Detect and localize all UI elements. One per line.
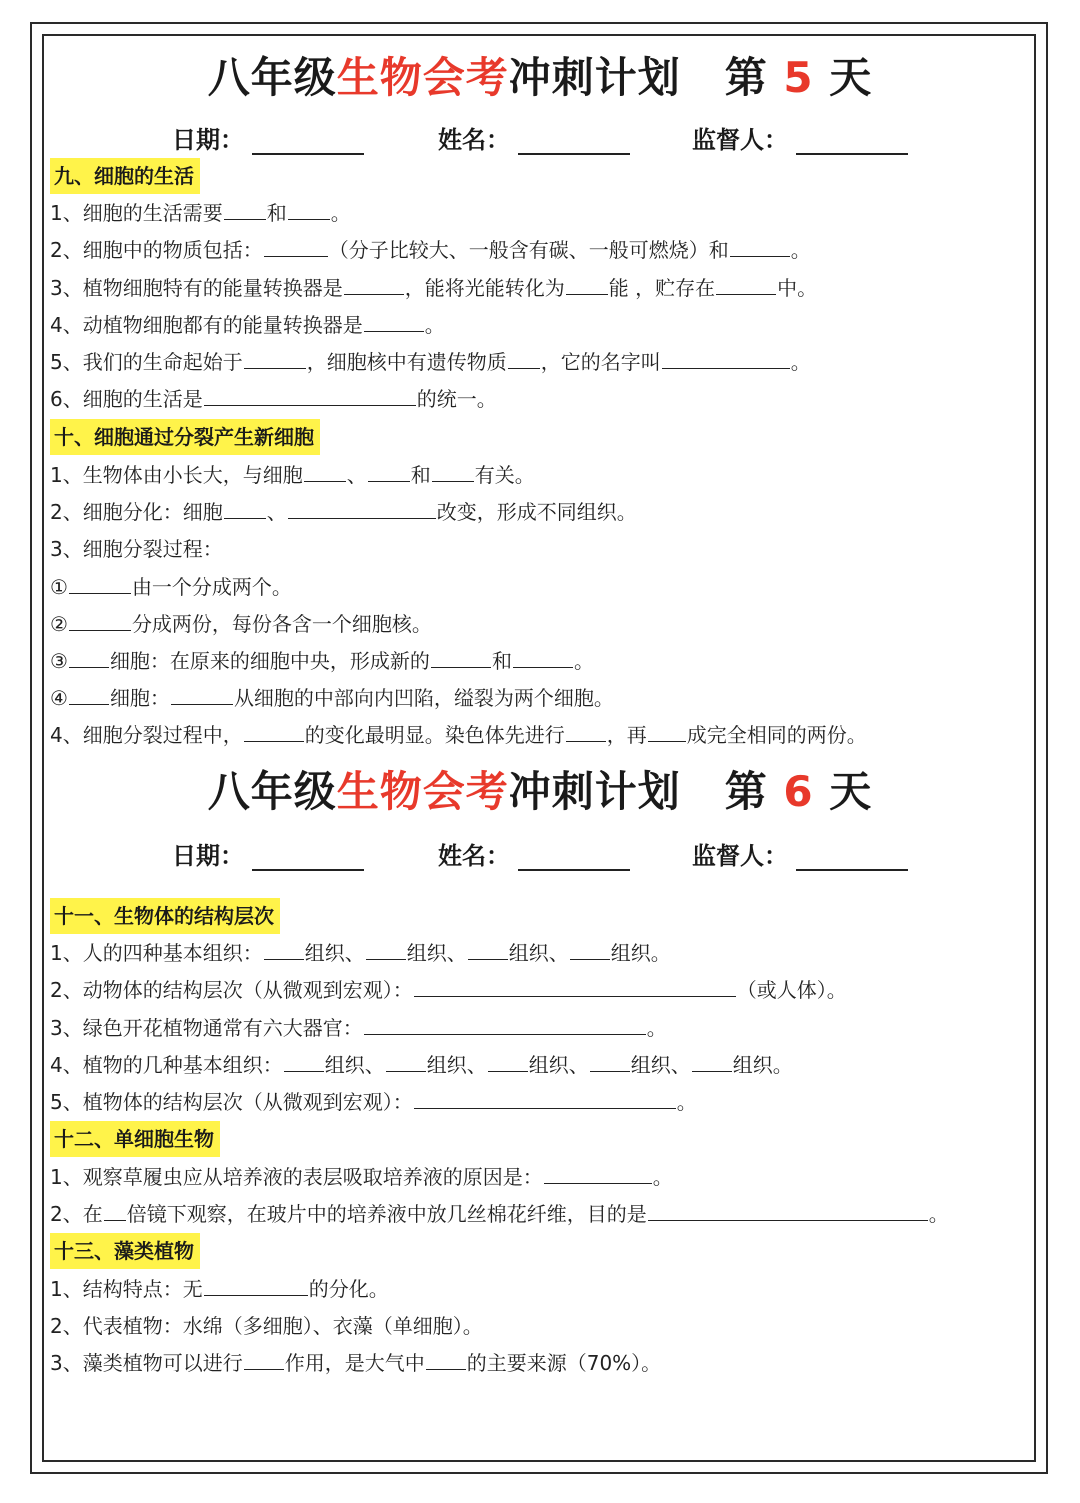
date-blank[interactable] <box>252 845 364 871</box>
question-line: 1、人的四种基本组织： 组织、 组织、 组织、 组织。 <box>50 941 671 965</box>
day5-info-line <box>0 120 1080 160</box>
question-line: ② 分成两份，每份各含一个细胞核。 <box>50 612 432 636</box>
question-line: ③ 细胞：在原来的细胞中央，形成新的 和 。 <box>50 649 594 673</box>
question-line: 3、绿色开花植物通常有六大器官： 。 <box>50 1016 667 1040</box>
supervisor-label: 监督人： <box>692 126 788 154</box>
title-grade: 八年级 <box>207 53 337 102</box>
section-heading: 十二、单细胞生物 <box>50 1121 220 1157</box>
date-field[interactable] <box>172 836 364 871</box>
question-line: 2、代表植物：水绵（多细胞）、衣藻（单细胞）。 <box>50 1314 483 1338</box>
question-line: 3、植物细胞特有的能量转换器是 ，能将光能转化为 能 ，贮存在 中。 <box>50 276 818 300</box>
section-heading: 十一、生物体的结构层次 <box>50 898 280 934</box>
question-line: 2、在 倍镜下观察，在玻片中的培养液中放几丝棉花纤维，目的是 。 <box>50 1202 949 1226</box>
date-label: 日期： <box>172 842 244 870</box>
day6-title <box>0 764 1080 820</box>
supervisor-field[interactable] <box>692 120 908 155</box>
question-line: 1、生物体由小长大，与细胞 、 和 有关。 <box>50 463 535 487</box>
name-label: 姓名： <box>438 126 510 154</box>
question-line: 3、藻类植物可以进行 作用，是大气中 的主要来源（70%）。 <box>50 1351 662 1375</box>
name-field[interactable] <box>438 120 630 155</box>
date-blank[interactable] <box>252 129 364 155</box>
question-line: 3、细胞分裂过程： <box>50 537 223 561</box>
section-heading: 九、细胞的生活 <box>50 158 200 194</box>
question-line: 1、细胞的生活需要 和 。 <box>50 201 351 225</box>
title-day-number: 6 <box>783 767 814 816</box>
supervisor-label: 监督人： <box>692 842 788 870</box>
question-line: ① 由一个分成两个。 <box>50 575 292 599</box>
title-plan: 冲刺计划 <box>508 767 681 816</box>
question-line: 1、观察草履虫应从培养液的表层吸取培养液的原因是： 。 <box>50 1165 673 1189</box>
date-label: 日期： <box>172 126 244 154</box>
section-heading: 十、细胞通过分裂产生新细胞 <box>50 419 320 455</box>
title-plan: 冲刺计划 <box>508 53 681 102</box>
question-line: 4、细胞分裂过程中， 的变化最明显。染色体先进行 ，再 成完全相同的两份。 <box>50 723 867 747</box>
question-line: 4、植物的几种基本组织： 组织、 组织、 组织、 组织、 组织。 <box>50 1053 793 1077</box>
date-field[interactable] <box>172 120 364 155</box>
name-field[interactable] <box>438 836 630 871</box>
question-line: 2、细胞分化：细胞 、 改变，形成不同组织。 <box>50 500 637 524</box>
supervisor-field[interactable] <box>692 836 908 871</box>
question-line: 6、细胞的生活是 的统一。 <box>50 387 497 411</box>
title-day-suffix: 天 <box>829 767 873 816</box>
title-highlight: 生物会考 <box>336 53 509 102</box>
day5-title <box>0 50 1080 106</box>
question-line: 2、动物体的结构层次（从微观到宏观）： （或人体）。 <box>50 978 847 1002</box>
name-label: 姓名： <box>438 842 510 870</box>
question-line: 2、细胞中的物质包括： （分子比较大、一般含有碳、一般可燃烧）和 。 <box>50 238 811 262</box>
section-heading: 十三、藻类植物 <box>50 1233 200 1269</box>
question-line: ④ 细胞： 从细胞的中部向内凹陷，缢裂为两个细胞。 <box>50 686 614 710</box>
question-line: 5、植物体的结构层次（从微观到宏观）： 。 <box>50 1090 697 1114</box>
name-blank[interactable] <box>518 845 630 871</box>
title-day-prefix: 第 <box>724 53 768 102</box>
day6-info-line <box>0 836 1080 876</box>
title-day-prefix: 第 <box>724 767 768 816</box>
question-line: 5、我们的生命起始于 ，细胞核中有遗传物质 ，它的名字叫 。 <box>50 350 811 374</box>
supervisor-blank[interactable] <box>796 845 908 871</box>
name-blank[interactable] <box>518 129 630 155</box>
question-line: 1、结构特点：无 的分化。 <box>50 1277 389 1301</box>
question-line: 4、动植物细胞都有的能量转换器是 。 <box>50 313 445 337</box>
title-day-number: 5 <box>783 53 814 102</box>
title-grade: 八年级 <box>207 767 337 816</box>
supervisor-blank[interactable] <box>796 129 908 155</box>
title-day-suffix: 天 <box>829 53 873 102</box>
title-highlight: 生物会考 <box>336 767 509 816</box>
